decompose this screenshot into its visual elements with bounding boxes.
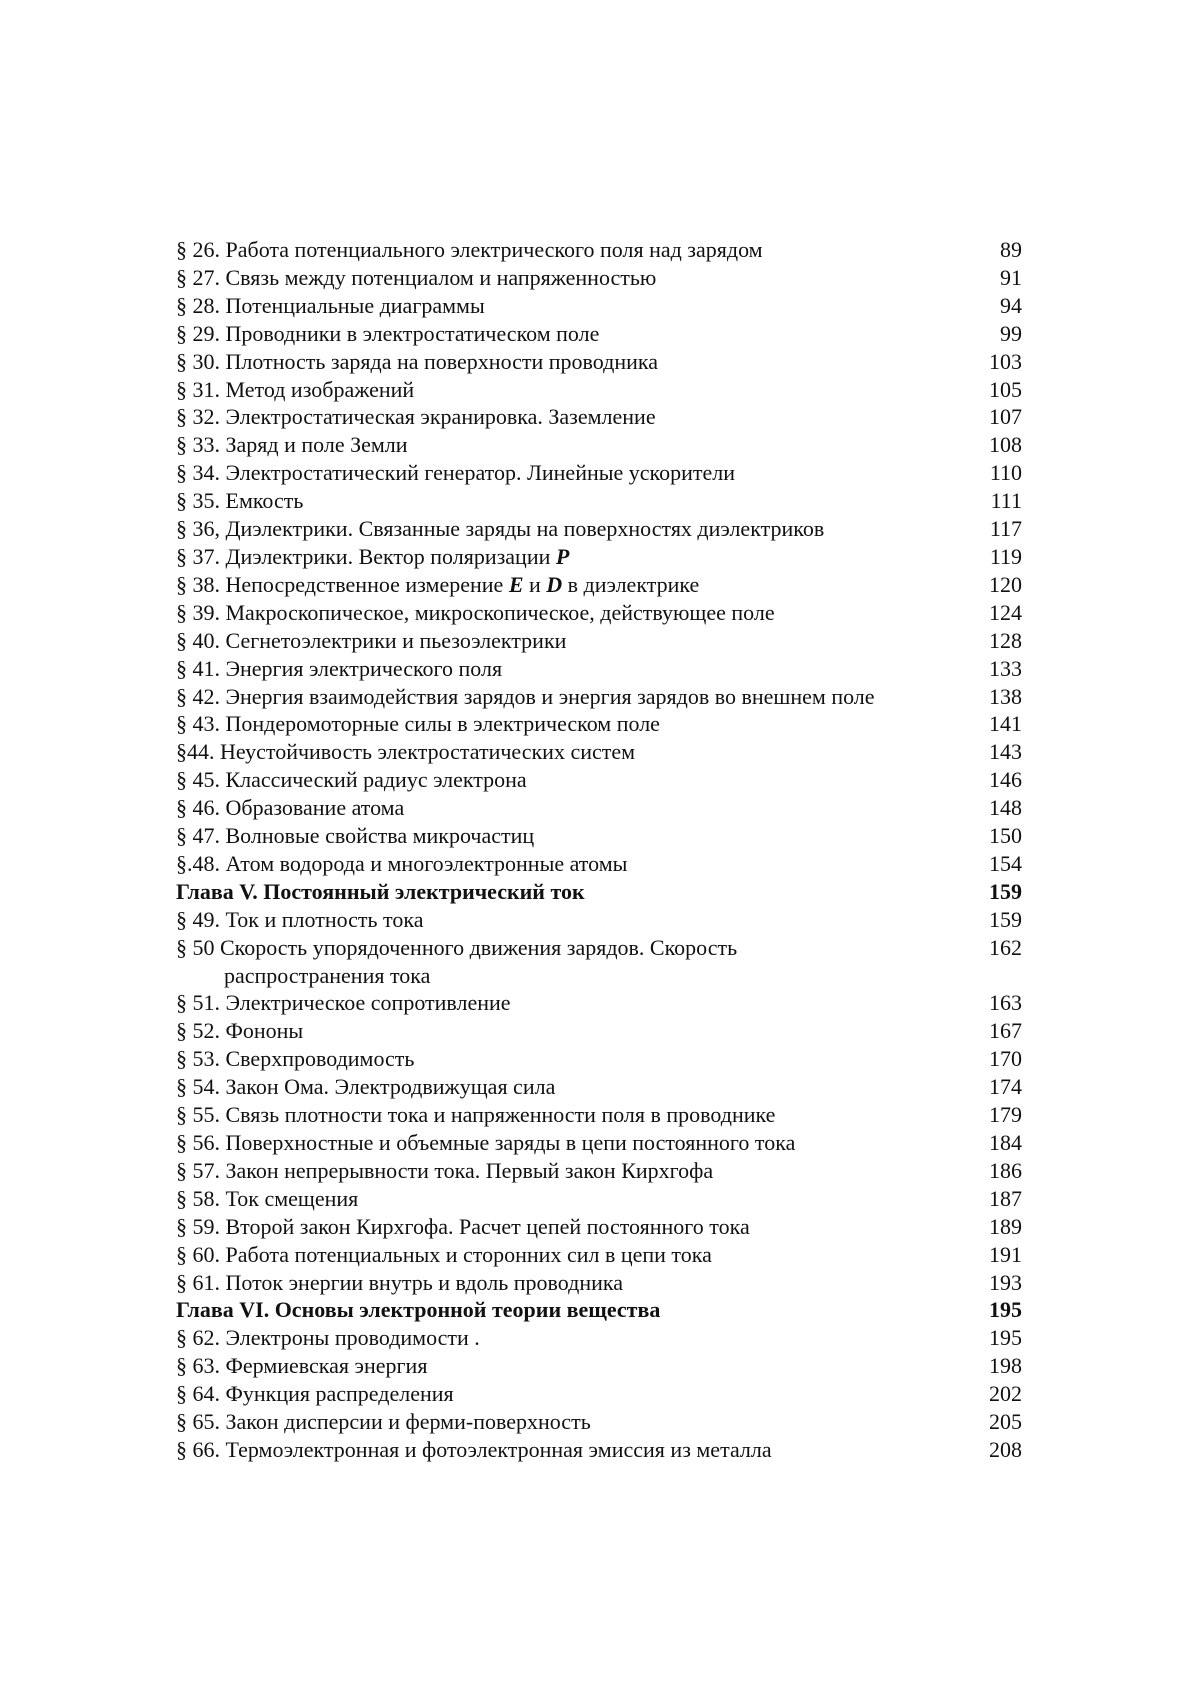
toc-entry-row: [176, 459, 1026, 487]
toc-page-number: 184: [989, 1130, 1022, 1155]
toc-entry-title: [176, 459, 962, 487]
toc-page-number: 150: [989, 823, 1022, 849]
toc-entry-text: § 38. Непосредственное измерение: [176, 571, 504, 597]
toc-page-number: 189: [989, 1213, 1022, 1239]
toc-page-number: 110: [989, 460, 1022, 486]
toc-entry-text: § 65. Закон дисперсии и ферми-поверхность: [176, 1409, 591, 1435]
toc-entry-row: [176, 431, 1026, 459]
toc-entry-text: § 34. Электростатический генератор. Линейные ускорители: [176, 460, 736, 486]
toc-entry-title: [176, 1436, 962, 1464]
toc-entry-row: [176, 1436, 1026, 1464]
toc-entry-text: § 35. Емкость: [176, 488, 304, 514]
table-of-contents: [176, 236, 1026, 1464]
toc-page-number: 117: [989, 516, 1022, 542]
toc-entry-title: [176, 1073, 962, 1101]
toc-entry-text: Глава V. Постоянный электрический ток: [176, 878, 585, 904]
toc-page-number: 174: [989, 1074, 1022, 1100]
toc-entry-text: § 39. Макроскопическое, микроскопическое, действующее поле: [176, 599, 775, 625]
toc-entry-row: [176, 571, 1026, 599]
toc-entry-row: [176, 1408, 1026, 1436]
toc-page-number: 198: [989, 1353, 1022, 1379]
toc-entry-title: [176, 655, 962, 683]
toc-entry-row: [176, 850, 1026, 878]
toc-page-number: 108: [989, 432, 1022, 458]
toc-entry-row: [176, 1129, 1026, 1157]
toc-chapter-row: [176, 1296, 1026, 1324]
toc-entry-text: § 63. Фермиевская энергия: [176, 1353, 428, 1379]
toc-page-number: 170: [989, 1046, 1022, 1072]
toc-entry-text: § 52. Фононы: [176, 1018, 304, 1044]
toc-entry-title: [176, 850, 962, 878]
toc-entry-text: § 32. Электростатическая экранировка. Заземление: [176, 404, 656, 430]
toc-entry-title: [176, 1045, 962, 1073]
toc-entry-text: § 41. Энергия электрического поля: [176, 655, 503, 681]
toc-entry-row: [176, 320, 1026, 348]
toc-page-number: 159: [989, 878, 1022, 904]
toc-page-number: 187: [989, 1185, 1022, 1211]
toc-entry-title: [176, 599, 962, 627]
toc-page-number: 89: [1000, 237, 1022, 262]
toc-entry-row: [176, 710, 1026, 738]
toc-entry-row: [176, 1352, 1026, 1380]
toc-entry-row: [176, 738, 1026, 766]
toc-entry-text: и: [529, 571, 541, 597]
toc-vector-symbol: D: [546, 571, 563, 597]
toc-entry-title: [176, 1296, 962, 1324]
toc-entry-text: § 40. Сегнетоэлектрики и пьезоэлектрики: [176, 627, 567, 653]
toc-page-number: 179: [989, 1102, 1022, 1128]
toc-entry-title: [176, 292, 962, 320]
toc-entry-row: [176, 766, 1026, 794]
toc-entry-title: [176, 1324, 962, 1352]
toc-entry-text: § 30. Плотность заряда на поверхности проводника: [176, 348, 659, 374]
toc-entry-title: [176, 1408, 962, 1436]
toc-entry-row: [176, 822, 1026, 850]
toc-page-number: 195: [989, 1325, 1022, 1351]
toc-entry-title: [176, 683, 962, 711]
toc-entry-title: [176, 906, 962, 934]
toc-vector-symbol: E: [508, 571, 524, 597]
toc-entry-text: § 43. Пондеромоторные силы в электрическом поле: [176, 711, 660, 737]
toc-entry-text: § 51. Электрическое сопротивление: [176, 990, 511, 1016]
toc-entry-text: § 26. Работа потенциального электрического поля над зарядом: [176, 237, 763, 262]
toc-entry-row: [176, 906, 1026, 934]
toc-entry-row: [176, 1324, 1026, 1352]
toc-entry-text: § 27. Связь между потенциалом и напряженностью: [176, 264, 657, 290]
toc-entry-text: § 55. Связь плотности тока и напряженности поля в проводнике: [176, 1102, 776, 1128]
toc-page-number: 105: [989, 376, 1022, 402]
toc-page-number: 186: [989, 1157, 1022, 1183]
toc-entry-title: [176, 878, 962, 906]
toc-entry-text: § 50 Скорость упорядоченного движения зарядов. Скорость: [176, 934, 738, 960]
toc-entry-row: [176, 1157, 1026, 1185]
toc-entry-text: § 54. Закон Ома. Электродвижущая сила: [176, 1074, 556, 1100]
toc-entry-row: [176, 794, 1026, 822]
toc-entry-title: [176, 1380, 962, 1408]
toc-vector-symbol: P: [555, 543, 570, 569]
toc-chapter-row: [176, 878, 1026, 906]
toc-entry-row: [176, 627, 1026, 655]
toc-entry-title: [176, 794, 962, 822]
toc-entry-text: в диэлектрике: [567, 571, 700, 597]
toc-entry-row: [176, 236, 1026, 264]
toc-page-number: 124: [989, 599, 1022, 625]
toc-entry-title: [176, 627, 962, 655]
toc-entry-row: [176, 1213, 1026, 1241]
toc-entry-title: [176, 1129, 962, 1157]
toc-page-number: 191: [989, 1241, 1022, 1267]
toc-entry-text: § 53. Сверхпроводимость: [176, 1046, 415, 1072]
toc-entry-text: § 37. Диэлектрики. Вектор поляризации: [176, 543, 551, 569]
toc-page-number: 148: [989, 795, 1022, 821]
toc-entry-title: [176, 1185, 962, 1213]
toc-entry-title: [176, 1101, 962, 1129]
toc-entry-row: [176, 348, 1026, 376]
toc-entry-row: [176, 1269, 1026, 1297]
toc-entry-text: §44. Неустойчивость электростатических систем: [176, 739, 636, 765]
toc-entry-text: § 66. Термоэлектронная и фотоэлектронная эмиссия из металла: [176, 1436, 772, 1462]
toc-entry-text: § 49. Ток и плотность тока: [176, 906, 424, 932]
toc-entry-title: [176, 236, 962, 264]
toc-page-number: 141: [989, 711, 1022, 737]
toc-page-number: 138: [989, 683, 1022, 709]
toc-entry-title: [176, 403, 962, 431]
toc-entry-title: [176, 376, 962, 404]
toc-entry-title: [176, 543, 962, 571]
toc-entry-title: [176, 1213, 962, 1241]
toc-entry-row: [176, 543, 1026, 571]
toc-entry-row: [176, 1185, 1026, 1213]
toc-entry-row: [176, 515, 1026, 543]
toc-page-number: 94: [1000, 292, 1022, 318]
toc-entry-row: [176, 403, 1026, 431]
toc-page-number: 163: [989, 990, 1022, 1016]
toc-entry-row: [176, 1380, 1026, 1408]
toc-entry-row: [176, 292, 1026, 320]
toc-page-number: 143: [989, 739, 1022, 765]
toc-entry-row: [176, 683, 1026, 711]
toc-entry-title: [176, 431, 962, 459]
toc-page-number: 193: [989, 1269, 1022, 1295]
toc-entry-title: [176, 515, 962, 543]
toc-page-number: 202: [989, 1381, 1022, 1407]
toc-entry-text: § 47. Волновые свойства микрочастиц: [176, 823, 535, 849]
toc-entry-title: [176, 1241, 962, 1269]
toc-entry-text: § 58. Ток смещения: [176, 1185, 359, 1211]
toc-page-number: 133: [989, 655, 1022, 681]
toc-entry-row: [176, 1017, 1026, 1045]
toc-page-number: 205: [989, 1409, 1022, 1435]
toc-entry-text: § 64. Функция распределения: [176, 1381, 454, 1407]
toc-entry-row: [176, 934, 1026, 990]
toc-entry-title: [176, 989, 962, 1017]
toc-entry-text: § 42. Энергия взаимодействия зарядов и энергия зарядов во внешнем поле: [176, 683, 875, 709]
toc-entry-title: [176, 934, 962, 990]
toc-entry-title: [176, 1157, 962, 1185]
toc-entry-text: § 46. Образование атома: [176, 795, 405, 821]
toc-page-number: 103: [989, 348, 1022, 374]
toc-entry-text: § 33. Заряд и поле Земли: [176, 432, 408, 458]
toc-entry-title: [176, 1017, 962, 1045]
toc-page-number: 111: [990, 488, 1022, 514]
toc-page-number: 120: [989, 571, 1022, 597]
toc-entry-text: § 45. Классический радиус электрона: [176, 767, 527, 793]
toc-entry-row: [176, 264, 1026, 292]
toc-entry-continuation: распространения тока: [224, 962, 431, 988]
toc-entry-row: [176, 655, 1026, 683]
toc-entry-title: [176, 320, 962, 348]
toc-page-number: 154: [989, 850, 1022, 876]
toc-entry-title: [176, 571, 962, 599]
toc-entry-row: [176, 989, 1026, 1017]
toc-page-number: 162: [989, 934, 1022, 960]
toc-entry-text: Глава VI. Основы электронной теории вещества: [176, 1297, 661, 1323]
toc-page-number: 159: [989, 906, 1022, 932]
toc-entry-text: § 56. Поверхностные и объемные заряды в цепи постоянного тока: [176, 1130, 796, 1155]
toc-entry-row: [176, 599, 1026, 627]
toc-page-number: 208: [989, 1436, 1022, 1462]
toc-entry-title: [176, 264, 962, 292]
toc-entry-row: [176, 376, 1026, 404]
toc-page-number: 128: [989, 627, 1022, 653]
toc-entry-text: § 62. Электроны проводимости .: [176, 1325, 480, 1351]
toc-page-number: 167: [989, 1018, 1022, 1044]
toc-entry-text: §.48. Атом водорода и многоэлектронные атомы: [176, 850, 628, 876]
toc-entry-text: § 28. Потенциальные диаграммы: [176, 292, 485, 318]
toc-entry-row: [176, 1045, 1026, 1073]
toc-entry-title: [176, 822, 962, 850]
toc-page-number: 146: [989, 767, 1022, 793]
toc-entry-title: [176, 710, 962, 738]
toc-entry-row: [176, 1241, 1026, 1269]
toc-entry-row: [176, 1073, 1026, 1101]
toc-entry-text: § 31. Метод изображений: [176, 376, 415, 402]
toc-entry-title: [176, 487, 962, 515]
toc-page-number: 91: [1000, 264, 1022, 290]
toc-entry-row: [176, 1101, 1026, 1129]
toc-entry-title: [176, 348, 962, 376]
toc-entry-text: § 57. Закон непрерывности тока. Первый закон Кирхгофа: [176, 1157, 714, 1183]
toc-entry-title: [176, 766, 962, 794]
toc-entry-title: [176, 1269, 962, 1297]
toc-page-number: 195: [989, 1297, 1022, 1323]
toc-entry-text: § 60. Работа потенциальных и сторонних сил в цепи тока: [176, 1241, 712, 1267]
toc-entry-row: [176, 487, 1026, 515]
toc-entry-text: § 61. Поток энергии внутрь и вдоль проводника: [176, 1269, 624, 1295]
toc-entry-text: § 29. Проводники в электростатическом поле: [176, 320, 600, 346]
toc-entry-title: [176, 1352, 962, 1380]
toc-page-number: 119: [989, 543, 1022, 569]
toc-page-number: 107: [989, 404, 1022, 430]
toc-entry-title: [176, 738, 962, 766]
toc-entry-text: § 36, Диэлектрики. Связанные заряды на поверхностях диэлектриков: [176, 516, 825, 542]
toc-entry-text: § 59. Второй закон Кирхгофа. Расчет цепей постоянного тока: [176, 1213, 750, 1239]
toc-page-number: 99: [1000, 320, 1022, 346]
